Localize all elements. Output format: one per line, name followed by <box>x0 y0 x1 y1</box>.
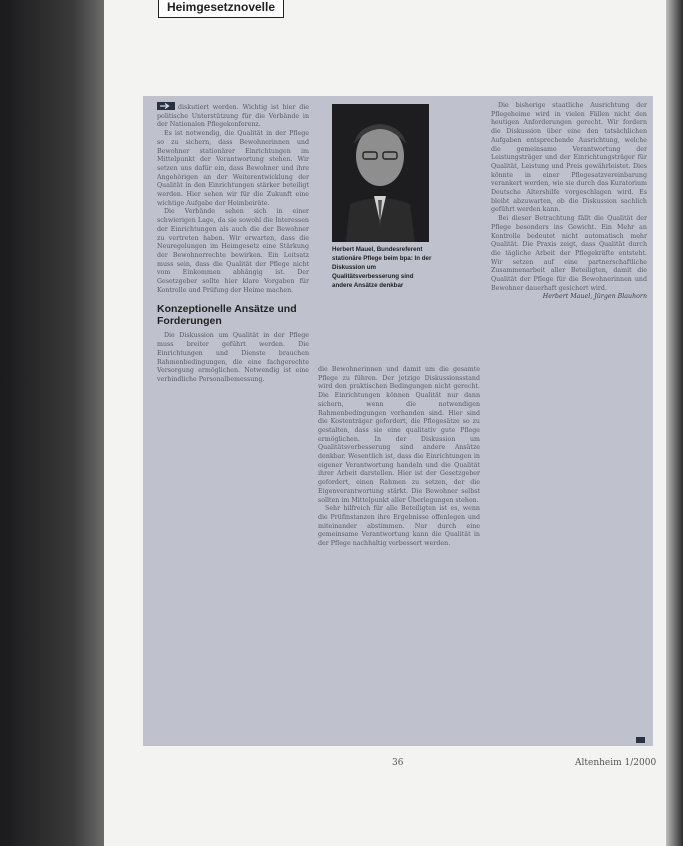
page-right-edge <box>666 0 683 846</box>
left-paragraph-2: Es ist notwendig, die Qualität in der Pflege so zu sichern, dass Bewohnerinnen und Bewohner stationärer Einrichtungen im Mittelpunkt der Verantwortung stehen. Wir setzen uns dafür ein, dass Bewohner und ihre Angehörigen an der Weiterentwicklung der Qualität in den Einrichtungen stärker beteiligt werden. Hier sehen wir für die Zukunft eine wichtige Aufgabe der Heimbeiräte. <box>157 130 309 207</box>
right-column <box>491 102 647 752</box>
middle-paragraph-1: die Bewohnerinnen und damit um die gesamte Pflege zu führen. Der jetzige Diskussionsstand wird den praktischen Bedingungen nicht gerecht. Die Einrichtungen können Qualität nur dann sichern, wenn die notwendigen Rahmenbedingungen vorhanden sind. Hier sind die Kostenträger gefordert, die Pflegesätze so zu gestalten, dass sie eine qualitativ gute Pflege ermöglichen. In der Diskussion um Qualitätsverbesserung sind andere Ansätze denkbar. Wesentlich ist, dass die Einrichtungen in eigener Verantwortung handeln und die Qualität ihrer Arbeit darstellen. Hier ist der Gesetzgeber gefordert, einen Rahmen zu setzen, der die Eigenverantwortung stärkt. Die Bewohner selbst sollten im Mittelpunkt aller Überlegungen stehen. <box>318 366 480 504</box>
middle-column <box>318 366 480 742</box>
section-heading: Konzeptionelle Ansätze und Forderungen <box>157 303 297 328</box>
left-column <box>157 102 309 742</box>
left-paragraph-1-text: diskutiert werden. Wichtig ist hier die politische Unterstützung für die Verbände in der Nationalen Pflegekonferenz. <box>157 104 309 129</box>
continuation-arrow-icon <box>157 102 175 110</box>
page-number: 36 <box>392 758 404 768</box>
issue-label: Altenheim 1/2000 <box>575 758 657 768</box>
author-signature: Herbert Mauel, Jürgen Blauhorn <box>542 293 647 301</box>
article-end-mark <box>636 737 645 743</box>
left-paragraph-1 <box>157 102 309 130</box>
photo-box <box>318 102 436 358</box>
left-paragraph-3: Die Verbände sehen sich in einer schwierigen Lage, da sie sowohl die Interessen der Einrichtungen als auch die der Bewohner zu vertreten haben. Wir erwarten, dass die Neuregelungen im Heimgesetz eine Stärkung der Bewohnerrechte bewirken. Ein Leitsatz muss sein, dass die Qualität der Pflege nicht vom Einkommen abhängig ist. Der Gesetzgeber sollte hier klare Vorgaben für Kontrolle und Prüfung der Heime machen. <box>157 208 309 294</box>
middle-paragraph-2: Sehr hilfreich für alle Beteiligten ist es, wenn die Prüfinstanzen ihre Ergebnisse offenlegen und miteinander abstimmen. Nur durch eine gemeinsame Verantwortung kann die Qualität in der Pflege nachhaltig verbessert werden. <box>318 505 480 548</box>
right-paragraph-2: Bei dieser Betrachtung fällt die Qualität der Pflege besonders ins Gewicht. Ein Mehr an Kontrolle bedeutet nicht automatisch mehr Qualität. Die Praxis zeigt, dass Qualität durch die tägliche Arbeit der Pflegekräfte entsteht. Wir setzen auf eine partnerschaftliche Zusammenarbeit aller Beteiligten, damit die Qualität der Pflege für die Bewohnerinnen und Bewohner dauerhaft gesichert wird. <box>491 215 647 292</box>
section-label: Heimgesetznovelle <box>158 0 284 18</box>
right-paragraph-1: Die bisherige staatliche Ausrichtung der Pflegeheime wird in vielen Fällen nicht den heutigen Anforderungen gerecht. Wir fordern die Diskussion über eine den tatsächlichen Aufgaben entsprechende Ausrichtung, welche die gemeinsame Verantwortung der Leistungsträger und der Einrichtungsträger für Qualität, Leistung und Preis gewährleistet. Dies könnte in einer Pflegesatzvereinbarung verankert werden, wie sie durch das Kuratorium Deutsche Altershilfe vorgeschlagen wird. Es bleibt abzuwarten, ob die Diskussion sachlich geführt werden kann. <box>491 102 647 214</box>
left-paragraph-4: Die Diskussion um Qualität in der Pflege muss breiter geführt werden. Die Einrichtungen und Dienste brauchen Rahmenbedingungen, die eine fachgerechte Versorgung ermöglichen. Notwendig ist eine verbindliche Personalbemessung. <box>157 332 309 383</box>
page-binding-shadow <box>0 0 104 846</box>
portrait-photo <box>332 104 429 242</box>
photo-caption: Herbert Mauel, Bundesreferent stationäre Pflege beim bpa: In der Diskussion um Qualitätsverbesserung sind andere Ansätze denkbar <box>332 246 432 289</box>
